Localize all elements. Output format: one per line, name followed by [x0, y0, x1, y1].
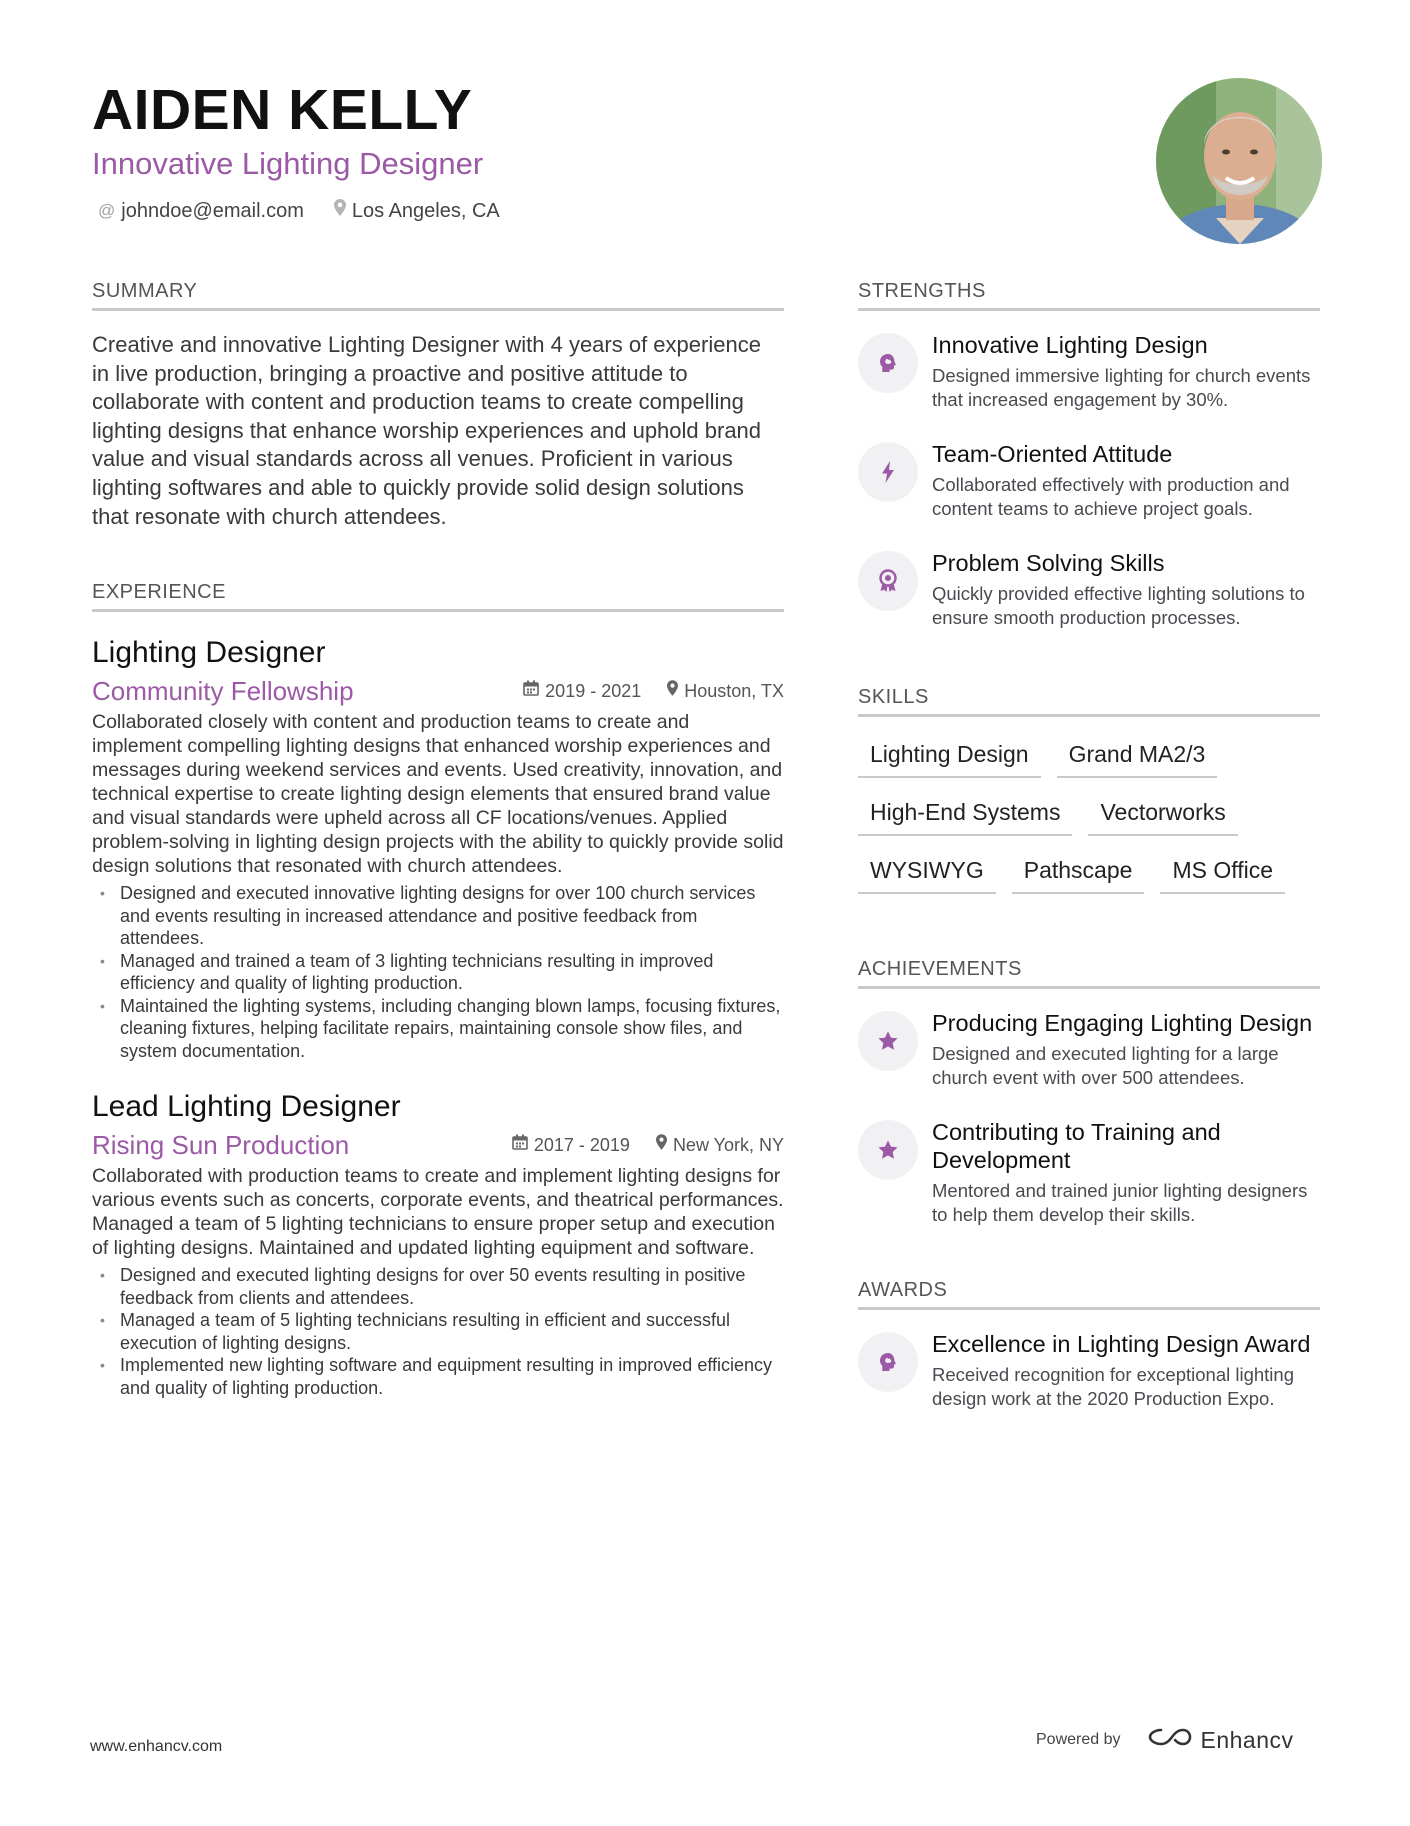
- skill-row: [858, 735, 1320, 778]
- brand-logo[interactable]: [1147, 1726, 1294, 1754]
- job-meta: [92, 1128, 784, 1162]
- job-dates: [523, 674, 641, 708]
- strength-item: [858, 440, 1320, 521]
- company-name: Community Fellowship: [92, 676, 354, 707]
- brain-icon: [858, 333, 918, 393]
- skills-heading: SKILLS: [858, 684, 1320, 717]
- powered-by-label: Powered by: [1036, 1731, 1121, 1748]
- achievements-section: [858, 956, 1320, 1227]
- job-bullets: [92, 882, 784, 1062]
- star-icon: [858, 1011, 918, 1071]
- map-pin-icon: [667, 674, 678, 708]
- company-name: Rising Sun Production: [92, 1130, 350, 1161]
- achievement-description: Mentored and trained junior lighting designers to help them develop their skills.: [932, 1180, 1308, 1225]
- award-title: Excellence in Lighting Design Award: [932, 1331, 1311, 1357]
- job-entry: [92, 634, 784, 1062]
- list-item: • Managed and trained a team of 3 lighting technicians resulting in improved efficiency and quality of lighting production.: [92, 950, 784, 995]
- strength-description: Quickly provided effective lighting solutions to ensure smooth production processes.: [932, 583, 1305, 628]
- skills-list: [858, 735, 1320, 894]
- strength-title: Innovative Lighting Design: [932, 332, 1208, 358]
- list-item: • Implemented new lighting software and equipment resulting in improved efficiency and quality of lighting production.: [92, 1354, 784, 1399]
- skill-tag: Vectorworks: [1088, 793, 1237, 836]
- footer-website-link[interactable]: www.enhancv.com: [90, 1738, 223, 1755]
- at-icon: @: [98, 201, 116, 220]
- left-column: [92, 278, 784, 1399]
- list-item: • Designed and executed innovative lighting designs for over 100 church services and events resulting in increased attendance and positive feedback from attendees.: [92, 882, 784, 950]
- lightning-icon: [858, 442, 918, 502]
- job-location-text: Houston, TX: [684, 681, 784, 702]
- awards-list: [858, 1330, 1320, 1411]
- list-item: • Managed a team of 5 lighting technicians resulting in efficient and successful execution of lighting designs.: [92, 1309, 784, 1354]
- strength-title: Problem Solving Skills: [932, 550, 1165, 576]
- enhancv-logo-icon: [1147, 1726, 1193, 1754]
- job-title: Lighting Designer: [92, 636, 326, 670]
- calendar-icon: [523, 674, 539, 708]
- skill-tag: Grand MA2/3: [1057, 735, 1218, 778]
- summary-text: Creative and innovative Lighting Designer with 4 years of experience in live production, bringing a proactive and positive attitude to collaborate with content and production teams to create compelling lighting designs that enhance worship experiences and uphold brand value and visual standards across all venues. Proficient in various lighting softwares and able to quickly provide solid design solutions that resonate with church attendees.: [92, 332, 762, 529]
- candidate-name: AIDEN KELLY: [92, 78, 473, 142]
- job-location: [656, 1128, 784, 1162]
- strength-title: Team-Oriented Attitude: [932, 441, 1173, 467]
- list-item: • Maintained the lighting systems, including changing blown lamps, focusing fixtures, cleaning fixtures, helping facilitate repairs, maintaining console show files, and system documentation.: [92, 995, 784, 1063]
- map-pin-icon: [656, 1128, 667, 1162]
- job-description: Collaborated with production teams to create and implement lighting designs for various events such as concerts, corporate events, and theatrical performances. Managed a team of 5 lighting technicians to ensure proper setup and execution of lighting designs. Maintained and updated lighting equipment and software.: [92, 1165, 784, 1260]
- strengths-list: [858, 331, 1320, 630]
- award-item: [858, 1330, 1320, 1411]
- skill-row: [858, 793, 1320, 836]
- skill-row: [858, 851, 1320, 894]
- map-pin-icon: [334, 197, 346, 225]
- achievements-list: [858, 1009, 1320, 1227]
- skill-tag: Pathscape: [1012, 851, 1145, 894]
- strength-description: Designed immersive lighting for church events that increased engagement by 30%.: [932, 365, 1311, 410]
- skill-tag: WYSIWYG: [858, 851, 996, 894]
- achievement-item: [858, 1009, 1320, 1090]
- achievement-title: Producing Engaging Lighting Design: [932, 1010, 1313, 1036]
- achievements-heading: ACHIEVEMENTS: [858, 956, 1320, 989]
- footer-branding: [1036, 1726, 1294, 1754]
- achievement-description: Designed and executed lighting for a large church event with over 500 attendees.: [932, 1043, 1279, 1088]
- job-entry: [92, 1088, 784, 1399]
- location-contact: [334, 197, 500, 225]
- achievement-item: [858, 1118, 1320, 1227]
- achievement-title: Contributing to Training and Development: [932, 1119, 1221, 1173]
- job-dates: [512, 1128, 630, 1162]
- strength-description: Collaborated effectively with production and content teams to achieve project goals.: [932, 474, 1290, 519]
- job-title: Lead Lighting Designer: [92, 1090, 401, 1124]
- brain-icon: [858, 1332, 918, 1392]
- experience-heading: EXPERIENCE: [92, 579, 784, 612]
- strength-item: [858, 549, 1320, 630]
- job-bullets: [92, 1264, 784, 1399]
- job-location: [667, 674, 784, 708]
- skill-tag: High-End Systems: [858, 793, 1072, 836]
- strength-item: [858, 331, 1320, 412]
- star-icon: [858, 1120, 918, 1180]
- calendar-icon: [512, 1128, 528, 1162]
- skill-tag: Lighting Design: [858, 735, 1041, 778]
- job-meta: [92, 674, 784, 708]
- skills-section: [858, 684, 1320, 894]
- summary-heading: SUMMARY: [92, 278, 784, 311]
- award-ribbon-icon: [858, 551, 918, 611]
- job-location-text: New York, NY: [672, 1135, 784, 1156]
- list-item: • Designed and executed lighting designs for over 50 events resulting in positive feedback from clients and attendees.: [92, 1264, 784, 1309]
- contact-info: [98, 197, 500, 225]
- job-dates-text: 2019 - 2021: [545, 681, 642, 702]
- skill-tag: MS Office: [1160, 851, 1285, 894]
- awards-section: [858, 1277, 1320, 1411]
- award-description: Received recognition for exceptional lighting design work at the 2020 Production Expo.: [932, 1364, 1294, 1409]
- avatar: [1156, 78, 1322, 244]
- email-contact[interactable]: [98, 197, 304, 225]
- location-text: Los Angeles, CA: [351, 200, 500, 222]
- candidate-role: Innovative Lighting Designer: [92, 146, 484, 181]
- email-text: johndoe@email.com: [121, 200, 304, 222]
- experience-section: [92, 579, 784, 1399]
- job-description: Collaborated closely with content and production teams to create and implement compelling lighting designs that enhanced worship experiences and messages during weekend services and events. Used creativity, innovation, and technical expertise to create lighting design elements that ensured brand value and visual standards were upheld across all CF locations/venues. Applied problem-solving in lighting design projects with the ability to quickly provide solid design solutions that resonated with church attendees.: [92, 711, 784, 878]
- awards-heading: AWARDS: [858, 1277, 1320, 1310]
- strengths-heading: STRENGTHS: [858, 278, 1320, 311]
- job-dates-text: 2017 - 2019: [533, 1135, 630, 1156]
- brand-name: Enhancv: [1200, 1726, 1294, 1753]
- right-column: [858, 278, 1320, 1411]
